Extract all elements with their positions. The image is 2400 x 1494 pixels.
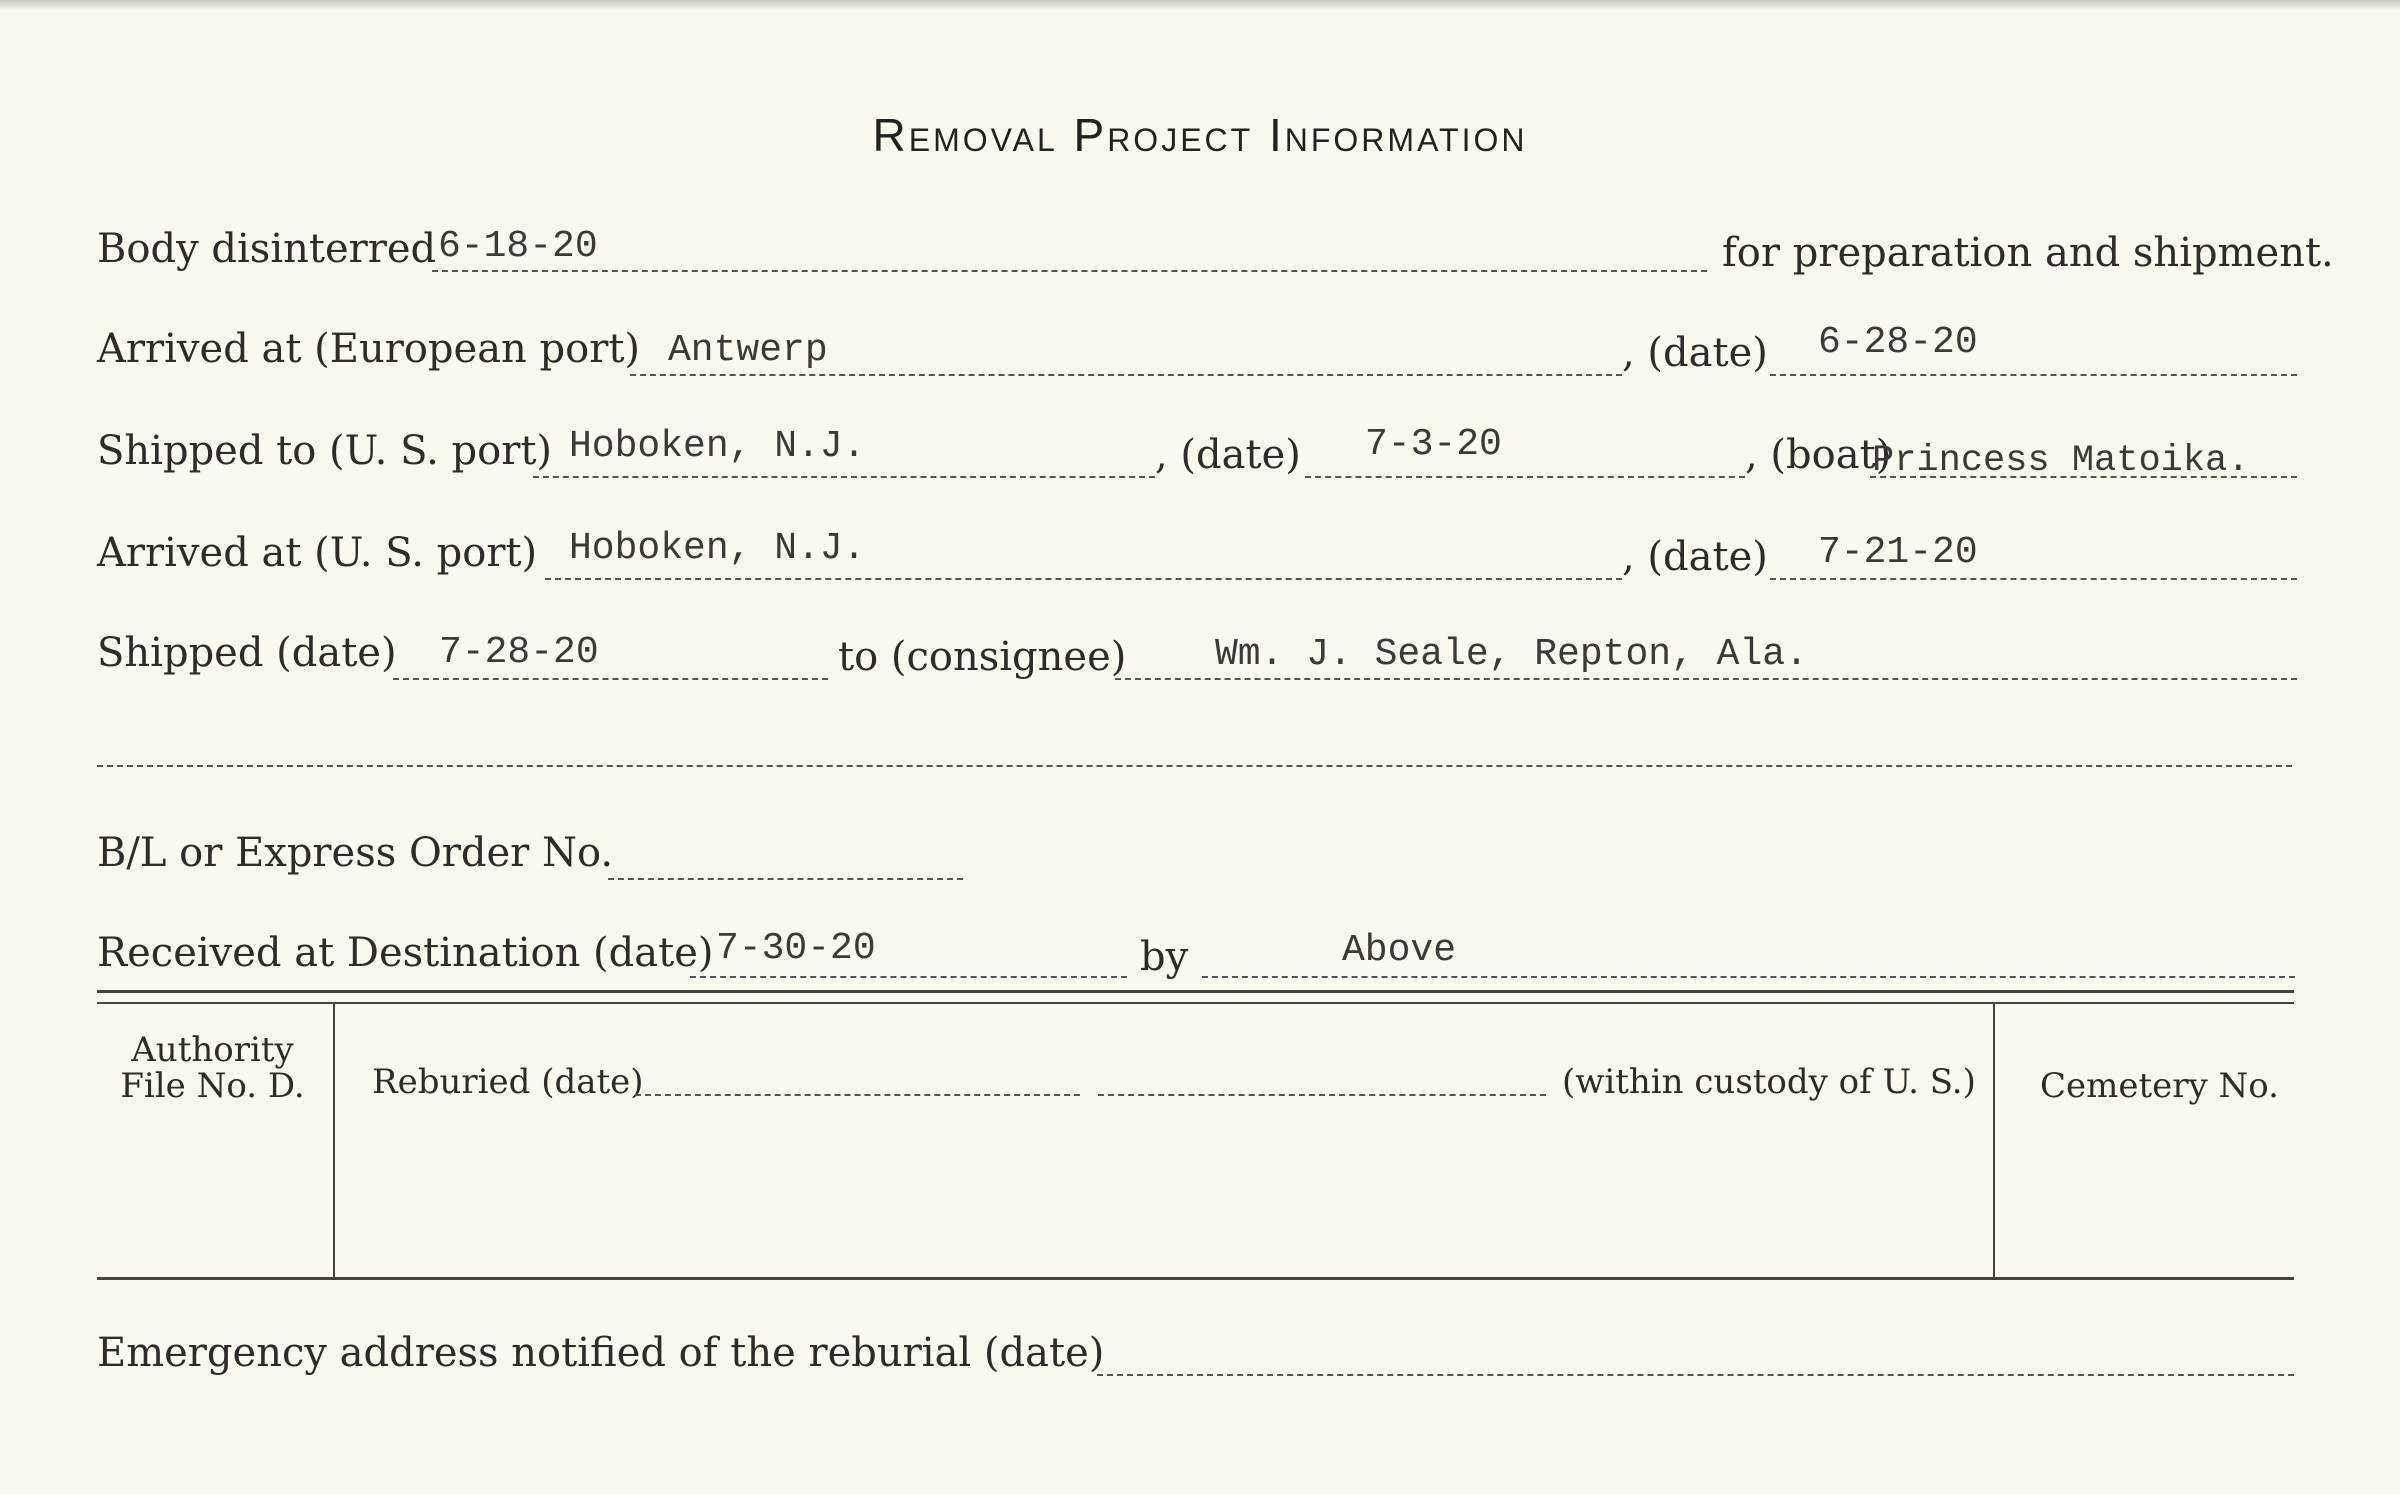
us-port-row	[0, 526, 2400, 596]
consignee-field[interactable]	[1115, 630, 2297, 680]
us-port-date-label: , (date)	[1622, 534, 1768, 580]
box-right-divider	[1993, 1002, 1995, 1277]
disinterred-row	[0, 222, 2400, 292]
shipped-to-row	[0, 424, 2400, 494]
bl-row	[0, 826, 2400, 896]
received-label: Received at Destination (date)	[97, 930, 714, 976]
shipped-date-field[interactable]	[393, 630, 828, 680]
shipped-date: 7-28-20	[439, 631, 599, 674]
us-port-value: Hoboken, N.J.	[569, 527, 866, 570]
reburied-field-1[interactable]	[635, 1050, 1080, 1096]
received-by: Above	[1342, 929, 1457, 972]
european-port-label: Arrived at (European port)	[97, 326, 641, 372]
cemetery-label: Cemetery No.	[2040, 1066, 2279, 1106]
authority-label-line2: File No. D.	[120, 1066, 305, 1106]
reburied-label: Reburied (date)	[372, 1062, 644, 1102]
consignee-value: Wm. J. Seale, Repton, Ala.	[1215, 633, 1808, 676]
custody-label: (within custody of U. S.)	[1562, 1062, 1976, 1102]
shipped-to-field[interactable]	[533, 425, 1155, 478]
us-port-date: 7-21-20	[1818, 531, 1978, 574]
card-title: Removal Project Information	[872, 109, 1528, 161]
shipped-label: Shipped (date)	[97, 630, 397, 676]
shipped-to-date-label: , (date)	[1155, 432, 1301, 478]
authority-label-line1: Authority	[131, 1030, 294, 1070]
european-port-date: 6-28-20	[1818, 321, 1978, 364]
european-port-date-field[interactable]	[1770, 321, 2297, 376]
box-left-divider	[333, 1002, 335, 1277]
disinterred-value: 6-18-20	[438, 225, 598, 268]
shipped-to-date: 7-3-20	[1365, 423, 1502, 466]
authority-label	[110, 1032, 315, 1104]
disinterred-suffix: for preparation and shipment.	[1722, 230, 2334, 276]
bl-label: B/L or Express Order No.	[97, 830, 614, 876]
european-port-row	[0, 322, 2400, 392]
us-port-date-field[interactable]	[1770, 530, 2297, 580]
us-port-field[interactable]	[545, 527, 1622, 580]
shipped-to-label: Shipped to (U. S. port)	[97, 428, 552, 474]
us-port-label: Arrived at (U. S. port)	[97, 530, 538, 576]
section-divider	[97, 990, 2294, 1004]
emergency-field[interactable]	[1097, 1326, 2294, 1376]
consignee-label: to (consignee)	[838, 634, 1127, 680]
shipped-to-date-field[interactable]	[1305, 423, 1745, 478]
shipped-row	[0, 626, 2400, 696]
shipped-to-value: Hoboken, N.J.	[569, 425, 866, 468]
shipped-to-boat-label: , (boat)	[1745, 432, 1892, 478]
european-port-date-label: , (date)	[1622, 330, 1768, 376]
disinterred-label: Body disinterred	[97, 226, 437, 272]
disinterred-field[interactable]	[432, 222, 1707, 272]
blank-continuation-line[interactable]	[97, 715, 2292, 767]
emergency-row	[0, 1322, 2400, 1392]
reburied-field-2[interactable]	[1098, 1050, 1546, 1096]
european-port-value: Antwerp	[668, 329, 828, 372]
box-bottom-rule	[97, 1277, 2294, 1280]
received-date: 7-30-20	[716, 927, 876, 970]
received-by-label: by	[1140, 934, 1189, 980]
bl-field[interactable]	[608, 830, 963, 880]
emergency-label: Emergency address notified of the reburial (date)	[97, 1330, 1105, 1376]
shipped-to-boat: Princess Matoika.	[1872, 440, 2250, 482]
received-date-field[interactable]	[690, 928, 1127, 978]
received-row	[0, 924, 2400, 994]
shipped-to-boat-field[interactable]	[1870, 428, 2297, 482]
european-port-field[interactable]	[630, 326, 1622, 376]
received-by-field[interactable]	[1202, 928, 2295, 978]
